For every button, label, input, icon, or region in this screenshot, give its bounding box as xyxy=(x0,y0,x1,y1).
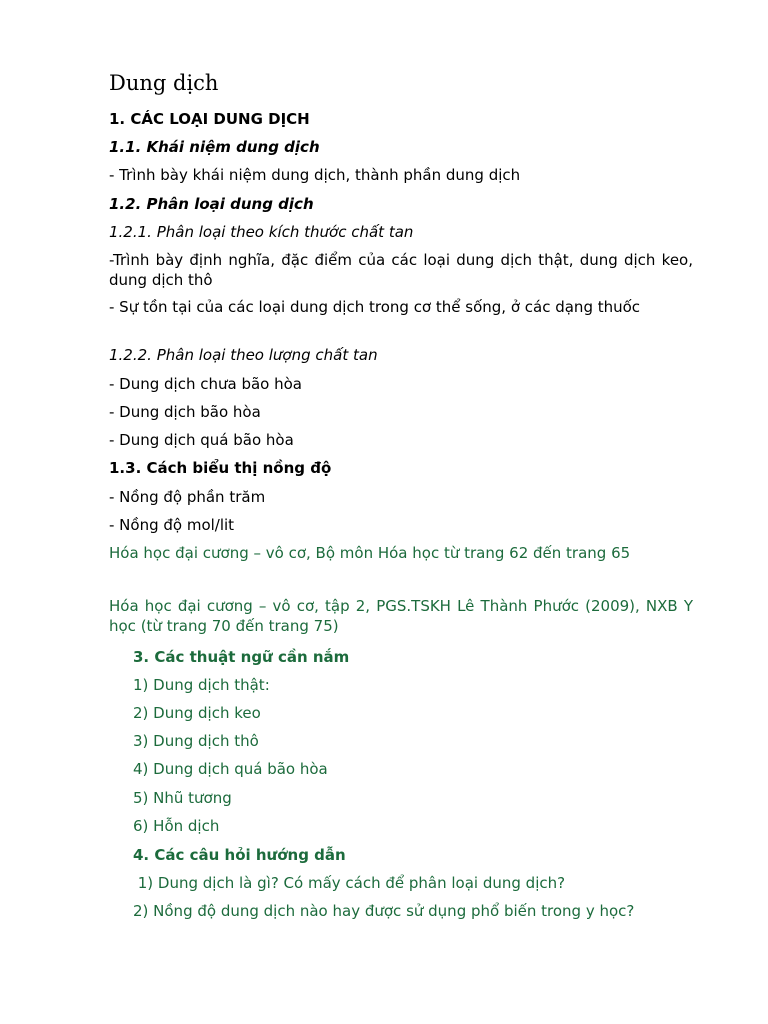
list-item: - Nồng độ mol/lit xyxy=(109,516,235,534)
list-item: - Dung dịch chưa bão hòa xyxy=(109,375,303,393)
subsection-1-2-2-heading: 1.2.2. Phân loại theo lượng chất tan xyxy=(109,346,378,364)
term-item: 1) Dung dịch thật: xyxy=(133,676,270,694)
document-title: Dung dịch xyxy=(109,71,219,95)
term-item: 3) Dung dịch thô xyxy=(133,732,259,750)
term-item: 6) Hỗn dịch xyxy=(133,817,220,835)
reference-text: Hóa học đại cương – vô cơ, Bộ môn Hóa học từ trang 62 đến trang 65 xyxy=(109,544,631,562)
subsection-1-2-1-paragraph: -Trình bày định nghĩa, đặc điểm của các loại dung dịch thật, dung dịch keo, dung dịch thô xyxy=(109,251,693,289)
question-item: 1) Dung dịch là gì? Có mấy cách để phân loại dung dịch? xyxy=(133,874,566,892)
subsection-1-2-1-paragraph: - Sự tồn tại của các loại dung dịch trong cơ thể sống, ở các dạng thuốc xyxy=(109,298,641,316)
term-item: 5) Nhũ tương xyxy=(133,789,232,807)
list-item: - Dung dịch quá bão hòa xyxy=(109,431,294,449)
term-item: 4) Dung dịch quá bão hòa xyxy=(133,760,328,778)
term-item: 2) Dung dịch keo xyxy=(133,704,261,722)
section-1-heading: 1. CÁC LOẠI DUNG DỊCH xyxy=(109,110,310,128)
question-item: 2) Nồng độ dung dịch nào hay được sử dụng phổ biến trong y học? xyxy=(133,902,635,920)
section-3-heading: 3. Các thuật ngữ cần nắm xyxy=(133,648,350,666)
list-item: - Dung dịch bão hòa xyxy=(109,403,261,421)
reference-text: Hóa học đại cương – vô cơ, tập 2, PGS.TSKH Lê Thành Phước (2009), NXB Y học (từ trang 70 đến trang 75) xyxy=(109,597,693,635)
subsection-1-1-text: - Trình bày khái niệm dung dịch, thành phần dung dịch xyxy=(109,166,521,184)
subsection-1-3-heading: 1.3. Cách biểu thị nồng độ xyxy=(109,459,332,477)
subsection-1-2-heading: 1.2. Phân loại dung dịch xyxy=(109,195,314,213)
subsection-1-2-1-heading: 1.2.1. Phân loại theo kích thước chất tan xyxy=(109,223,414,241)
section-4-heading: 4. Các câu hỏi hướng dẫn xyxy=(133,846,346,864)
list-item: - Nồng độ phần trăm xyxy=(109,488,266,506)
subsection-1-1-heading: 1.1. Khái niệm dung dịch xyxy=(109,138,320,156)
